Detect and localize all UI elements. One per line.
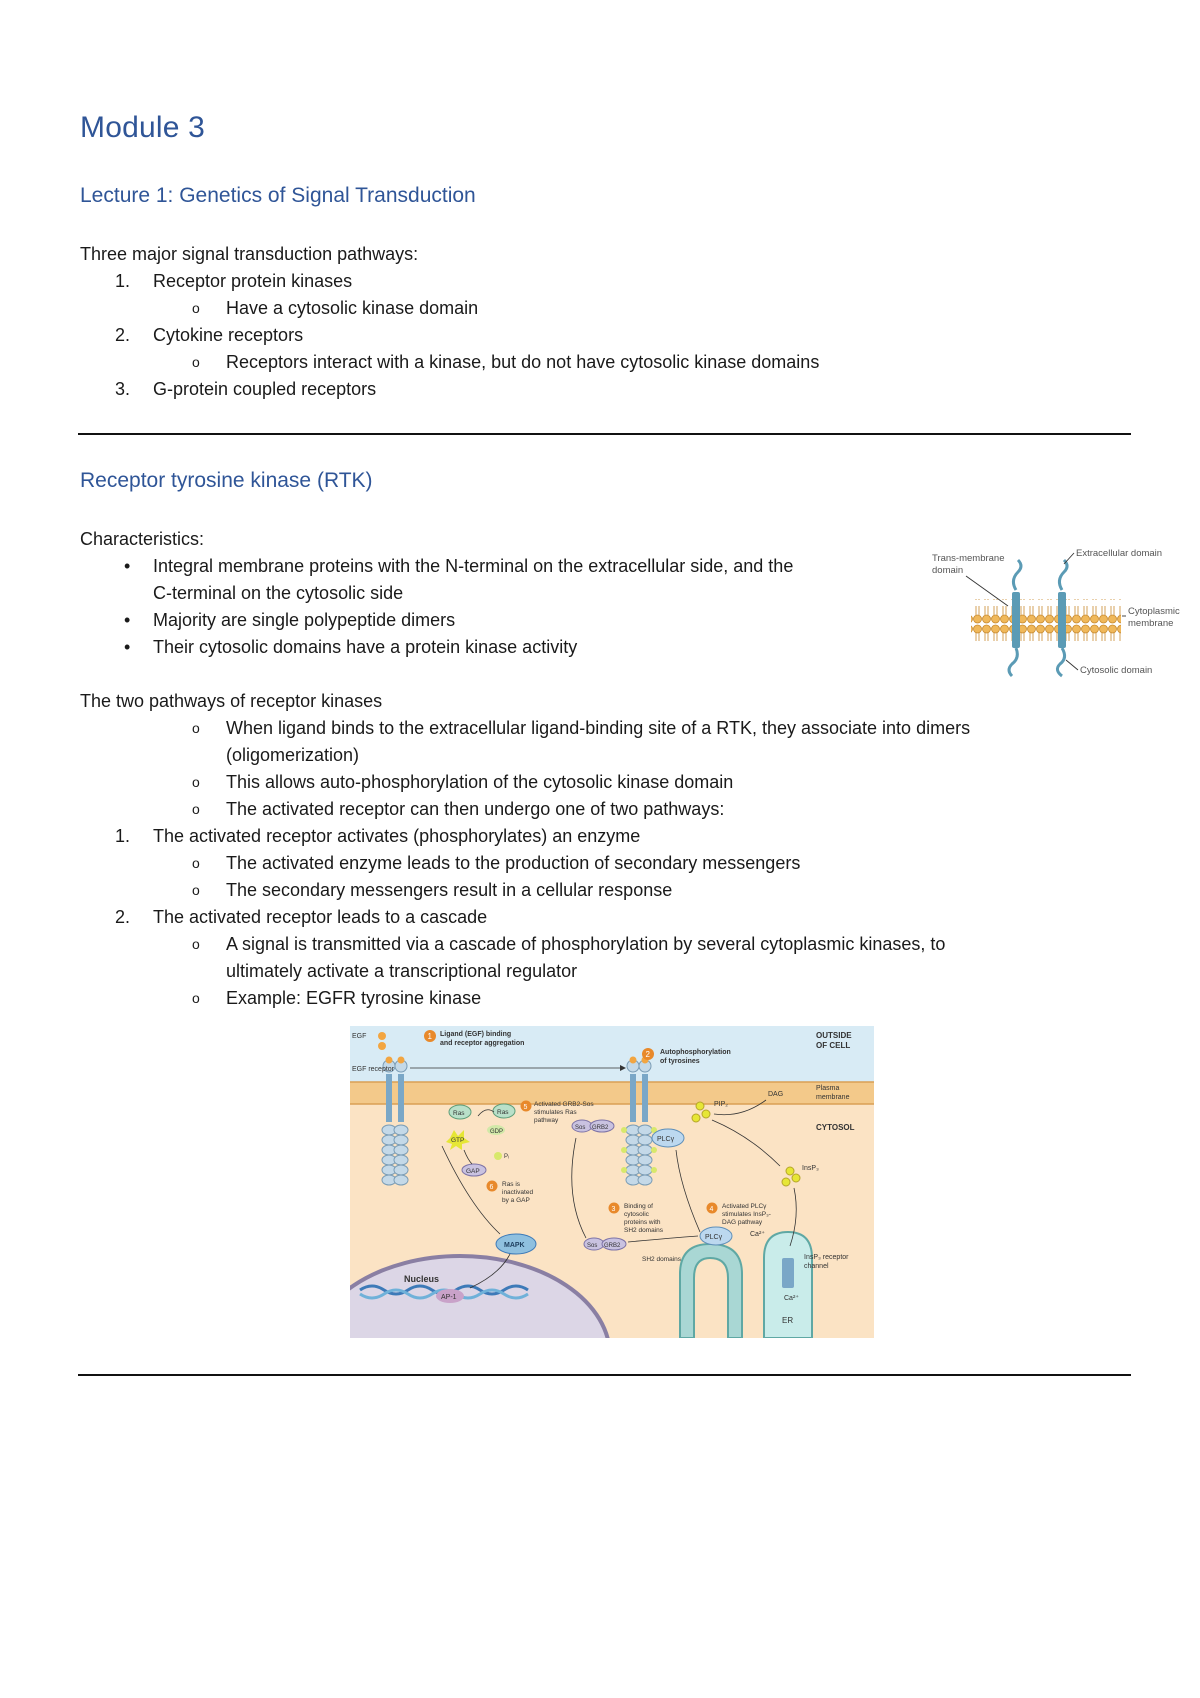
list-number: 2. (115, 907, 131, 927)
pathway-subitem: The secondary messengers result in a cellular response (226, 880, 673, 900)
module-title: Module 3 (80, 111, 206, 144)
label-step6-2: inactivated (502, 1189, 534, 1196)
bullet-item: Majority are single polypeptide dimers (153, 610, 456, 630)
label-step2-2: of tyrosines (660, 1058, 700, 1065)
list-number: 1. (115, 826, 131, 846)
membrane-diagram (928, 540, 1180, 680)
label-gap: GAP (466, 1168, 480, 1175)
label-plcg: PLCγ (657, 1136, 675, 1143)
label-sos: Sos (575, 1125, 586, 1131)
label-gdp: GDP (490, 1129, 504, 1135)
label-step6-3: by a GAP (502, 1197, 530, 1204)
label-cytosolic: Cytosolic domain (1080, 665, 1153, 676)
plasma-membrane (350, 1082, 874, 1104)
label-outside-2: OF CELL (816, 1041, 851, 1050)
label-step3-4: SH2 domains (624, 1227, 664, 1234)
label-grb2-free: GRB2 (604, 1243, 621, 1249)
transmembrane-helix-left (1012, 592, 1020, 648)
label-egf: EGF (352, 1033, 367, 1040)
label-plasma-2: membrane (816, 1094, 850, 1101)
section-title: Receptor tyrosine kinase (RTK) (80, 469, 373, 492)
label-ras-2: Ras (497, 1109, 509, 1116)
label-ca-er: Ca²⁺ (784, 1295, 799, 1302)
pathway-item: The activated receptor activates (phosphorylates) an enzyme (153, 826, 641, 846)
section-divider (78, 1374, 1131, 1376)
circle-bullet-icon: o (192, 882, 200, 898)
list-number: 3. (115, 379, 131, 399)
pathway-intro-continued: (oligomerization) (226, 745, 360, 765)
pathway-intro-item: The activated receptor can then undergo one of two pathways: (226, 799, 725, 819)
pathway-item: The activated receptor leads to a cascade (153, 907, 488, 927)
bullet-icon: • (124, 637, 131, 657)
list-item: Receptor protein kinases (153, 271, 353, 291)
step-1-number: 1 (427, 1032, 432, 1041)
circle-bullet-icon: o (192, 354, 200, 370)
label-ap1: AP-1 (441, 1294, 457, 1301)
circle-bullet-icon: o (192, 300, 200, 316)
lipid-bilayer (971, 599, 1121, 641)
insp3-receptor-channel (782, 1258, 794, 1288)
label-step2: Autophosphorylation (660, 1049, 731, 1056)
label-step6: Ras is (502, 1181, 521, 1188)
list-item: G-protein coupled receptors (153, 379, 377, 399)
circle-bullet-icon: o (192, 990, 200, 1006)
label-extracellular: Extracellular domain (1076, 548, 1163, 559)
list-subitem: Have a cytosolic kinase domain (226, 298, 479, 318)
label-step1-2: and receptor aggregation (440, 1040, 525, 1047)
label-mapk: MAPK (504, 1242, 525, 1249)
pathway-subitem: The activated enzyme leads to the production of secondary messengers (226, 853, 801, 873)
circle-bullet-icon: o (192, 801, 200, 817)
label-pip2: PIP₂ (714, 1101, 728, 1108)
label-plasma: Plasma (816, 1085, 840, 1092)
pathway-subitem: A signal is transmitted via a cascade of phosphorylation by several cytoplasmic kinases, to (226, 934, 946, 954)
bullet-icon: • (124, 610, 131, 630)
label-cytosol: CYTOSOL (816, 1123, 855, 1132)
list-number: 2. (115, 325, 131, 345)
bullet-item: Integral membrane proteins with the N-terminal on the extracellular side, and the (153, 556, 794, 576)
egf-receptor-left (386, 1074, 392, 1122)
label-outside: OUTSIDE (816, 1031, 852, 1040)
label-nucleus: Nucleus (404, 1274, 440, 1284)
label-insp3-receptor-2: channel (804, 1263, 829, 1270)
list-item: Cytokine receptors (153, 325, 304, 345)
characteristics-heading: Characteristics: (80, 529, 205, 549)
label-sh2-domains: SH2 domains (642, 1256, 682, 1263)
label-gtp: GTP (451, 1137, 465, 1144)
step-2-number: 2 (645, 1050, 650, 1059)
label-grb2: GRB2 (592, 1125, 609, 1131)
circle-bullet-icon: o (192, 855, 200, 871)
pathway-intro-item: This allows auto-phosphorylation of the cytosolic kinase domain (226, 772, 734, 792)
label-ca: Ca²⁺ (750, 1231, 765, 1238)
label-egf-receptor: EGF receptor (352, 1066, 395, 1073)
list-number: 1. (115, 271, 131, 291)
pathway-subitem-continued: ultimately activate a transcriptional regulator (226, 961, 578, 981)
label-insp3: InsP₃ (802, 1165, 819, 1172)
label-step4: Activated PLCγ (722, 1203, 767, 1210)
egf-receptor-right (630, 1074, 636, 1122)
label-dag: DAG (768, 1091, 784, 1098)
label-step5-2: stimulates Ras (534, 1109, 577, 1116)
circle-bullet-icon: o (192, 720, 200, 736)
lecture-title: Lecture 1: Genetics of Signal Transduction (80, 184, 476, 207)
label-step4-2: stimulates InsP₃- (722, 1211, 771, 1218)
pathway-subitem: Example: EGFR tyrosine kinase (226, 988, 482, 1008)
bullet-icon: • (124, 556, 131, 576)
step-4-number: 4 (709, 1206, 714, 1213)
bullet-item: Their cytosolic domains have a protein kinase activity (153, 637, 578, 657)
label-cytoplasmic-2: membrane (1128, 618, 1174, 629)
label-insp3-receptor: InsP₃ receptor (804, 1254, 849, 1261)
egfr-pathway-diagram (350, 1026, 874, 1338)
transmembrane-helix-right (1058, 592, 1066, 648)
label-sos-free: Sos (587, 1243, 598, 1249)
step-3-number: 3 (611, 1206, 616, 1213)
label-pi: Pᵢ (504, 1154, 509, 1160)
label-step5-3: pathway (534, 1117, 559, 1124)
label-plcg-free: PLCγ (705, 1234, 723, 1241)
label-transmembrane-2: domain (932, 565, 964, 576)
pathways-heading: The two pathways of receptor kinases (80, 691, 383, 711)
pathways-intro: Three major signal transduction pathways: (80, 244, 419, 264)
label-step3-3: proteins with (624, 1219, 661, 1226)
bullet-item-continued: C-terminal on the cytosolic side (153, 583, 404, 603)
label-step3: Binding of (624, 1203, 653, 1210)
section-divider (78, 433, 1131, 435)
step-6-number: 6 (489, 1184, 494, 1191)
label-er: ER (782, 1316, 794, 1325)
label-ras: Ras (453, 1110, 465, 1117)
label-step4-3: DAG pathway (722, 1219, 763, 1226)
pathway-intro-item: When ligand binds to the extracellular ligand-binding site of a RTK, they associate into dimers (226, 718, 971, 738)
label-cytoplasmic: Cytoplasmic (1128, 606, 1180, 617)
label-transmembrane: Trans-membrane (932, 553, 1005, 564)
circle-bullet-icon: o (192, 774, 200, 790)
list-subitem: Receptors interact with a kinase, but do not have cytosolic kinase domains (226, 352, 820, 372)
label-step1: Ligand (EGF) binding (440, 1031, 512, 1038)
label-step5: Activated GRB2-Sos (534, 1101, 594, 1108)
circle-bullet-icon: o (192, 936, 200, 952)
label-step3-2: cytosolic (624, 1211, 649, 1218)
step-5-number: 5 (523, 1104, 528, 1111)
